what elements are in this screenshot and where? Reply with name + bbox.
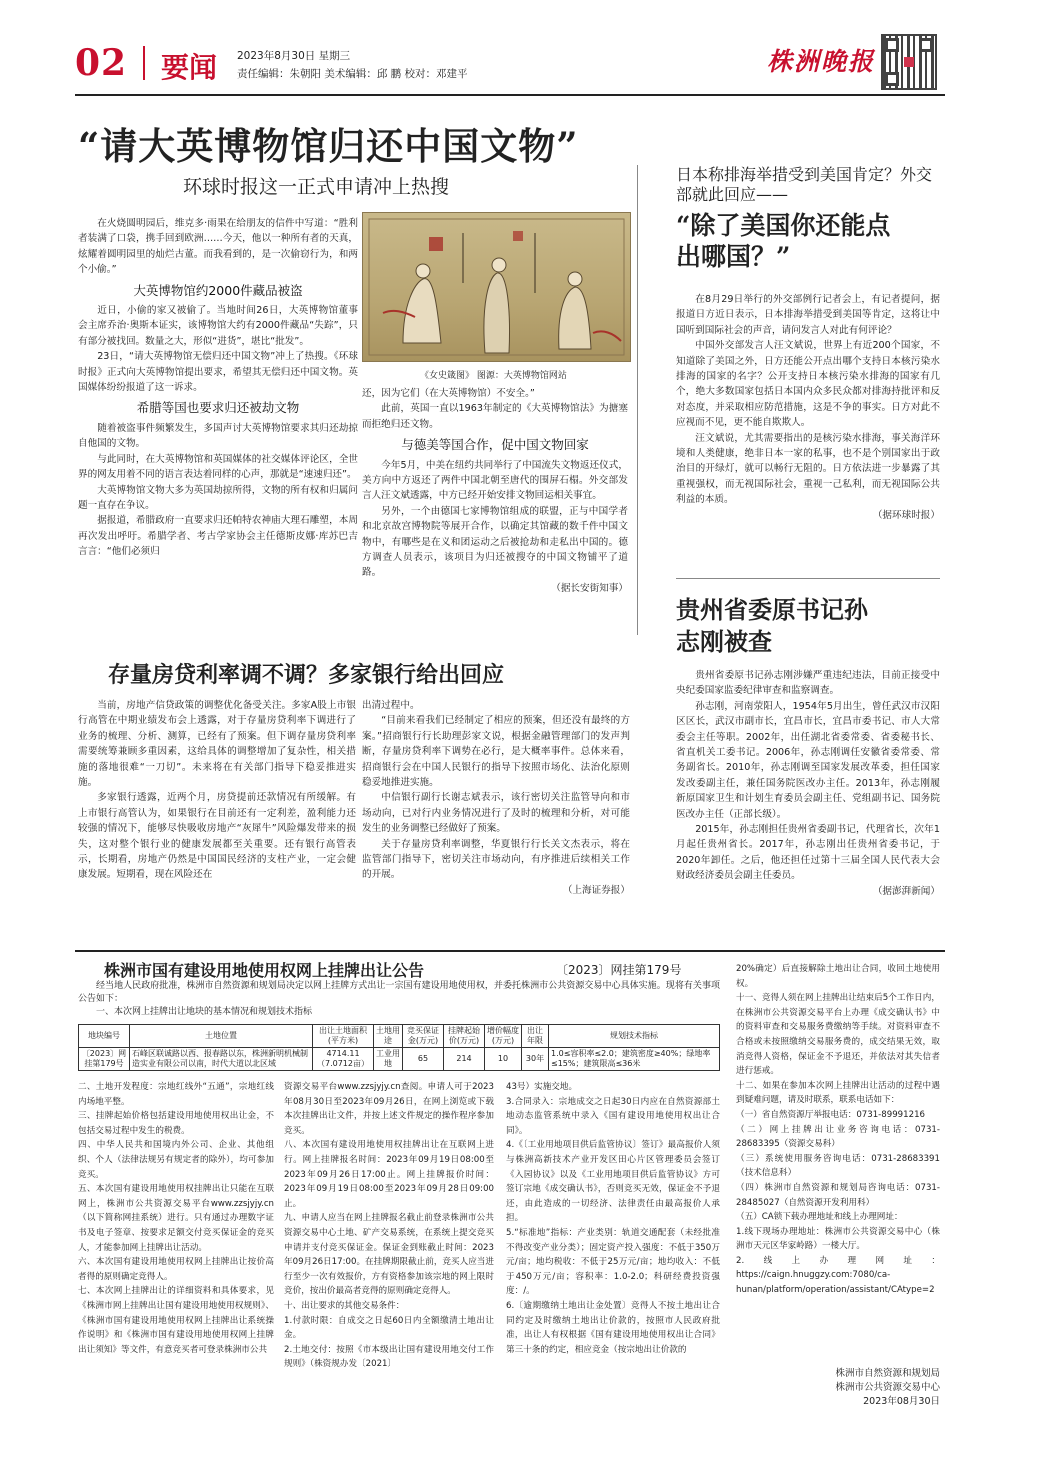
table-header: 出让年限	[522, 1025, 549, 1048]
notice-intro-text: 经当地人民政府批准，株洲市自然资源和规划局决定以网上挂牌方式出让一宗国有建设用地使用权，并委托株洲市公共资源交易中心具体实施。现将有关事项公告如下：	[78, 981, 720, 1004]
article3-para: 孙志刚，河南荥阳人，1954年5月出生，曾任武汉市汉阳区区长，武汉市副市长，宜昌市长，宜昌市委书记、市人大常委会主任等职。2002年，出任湖北省委常委、省委秘书长、省直机关工委书记。2006年，孙志刚调任安徽省委常委、常务副省长。2010年，孙志刚调至国家发展改革委，担任国家发改委副主任，兼任国务院医改办主任。2013年，孙志刚履新原国家卫生和计划生育委员会副主任、党组副书记、国务院医改办主任（正部长级）。	[676, 700, 940, 820]
table-header: 出让土地面积(平方米)	[313, 1025, 374, 1048]
table-cell: 工业用地	[374, 1048, 403, 1071]
article4-para: 中信银行副行长谢志斌表示，该行密切关注监管导向和市场动向，已对行内业务情况进行了及时的梳理和分析，对可能发生的业务调整已经做好了预案。	[362, 792, 630, 835]
table-row	[79, 1048, 720, 1071]
article1-subhead-1: 大英博物馆约2000件藏品被盗	[133, 282, 303, 298]
table-header: 土地位置	[130, 1025, 313, 1048]
parcel-table	[78, 1024, 720, 1071]
article3-body	[676, 668, 940, 899]
table-header: 土地用途	[374, 1025, 403, 1048]
article4-para: 当前，房地产信贷政策的调整优化备受关注。多家A股上市银行高管在中期业绩发布会上透露，对于存量房贷利率下调进行了业务的梳理、分析、测算，已经有了预案。但下调存量房贷利率需要统筹兼顾多重因素，这给具体的调整增加了复杂性，相关措施的落地很难“一刀切”。未来将在有关部门指导下稳妥推进实施。	[78, 700, 356, 789]
article1-para: 与此同时，在大英博物馆和英国媒体的社交媒体评论区，全世界的网友用着不同的语言表达着同样的心声，那就是“速速归还”。	[78, 453, 358, 481]
article4-para: “目前来看我们已经制定了相应的预案，但还没有最终的方案。”招商银行行长助理彭家文说，根据金融管理部门的发声判断，存量房贷利率下调势在必行，是大概率事件。总体来看，招商银行会在中国人民银行的指导下按照市场化、法治化原则稳妥地推进实施。	[362, 715, 630, 789]
notice-col2: 资源交易平台www.zzsjyjy.cn查阅。申请人可于2023年08月30日至2023年09月26日，在网上浏览或下载本次挂牌出让文件，并按上述文件规定的操作程序参加竞买。 八、本次国有建设用地使用权挂牌出让在互联网上进行。网上挂牌报名时间：2023年09月19日08:00至2023年09月26日17:00止。网上挂牌报价时间：2023年09月19日08:00至2023年09月28日09:00止。 九、申请人应当在网上挂牌报名截止前登录株洲市公共资源交易中心土地、矿产交易系统，在系统上提交竞买申请并支付竞买保证金。保证金到账截止时间：2023年09月26日17:00。在挂牌期限截止前，竞买人应当进行至少一次有效报价，方有资格参加该宗地的网上限时竞价，按出价最高者竞得的原则确定竞得人。 十、出让要求的其他交易条件： 1.付款时限：自成交之日起60日内全额缴清土地出让金。 2.土地交付：按照《市本级出让国有建设用地交付工作规则》（株资规办发〔2021〕	[284, 1082, 494, 1370]
table-header: 地块编号	[79, 1025, 130, 1048]
article2-para: 在8月29日举行的外交部例行记者会上，有记者提问，据报道日方近日表示，日本排海举措受到美国等肯定，这将让中国听到国际社会的声音，请问发言人对此有何评论？	[676, 294, 940, 336]
article1-para: 近日，小偷的家又被偷了。当地时间26日，大英博物馆董事会主席乔治·奥斯本证实，该博物馆大约有2000件藏品“失踪”，只有部分被找回。数量之大，形似“进货”，堪比“批发”。	[78, 305, 358, 347]
article4-col2	[362, 698, 630, 898]
notice-col4: 20%确定）后直接解除土地出让合同，收回土地使用权。 十一、竞得人须在网上挂牌出让结束后5个工作日内，在株洲市公共资源交易平台上办理《成交确认书》中的资料审查和交易服务费缴纳等手续。对资料审查不合格或未按照缴纳交易服务费的，成交结果无效，取消竞得人资格，保证金不予退还，并依法对其失信者进行惩戒。 十二、如果在参加本次网上挂牌出让活动的过程中遇到疑难问题，请及时联系，联系电话如下： （一）省自然资源厅举报电话：0731-89991216 （二）网上挂牌出让业务咨询电话：0731-28683395（资源交易科） （三）系统使用服务咨询电话：0731-28683391（技术信息科） （四）株洲市自然资源和规划局咨询电话：0731-28485027（自然资源开发利用科） （五）CA锁下载办理地址和线上办理网址： 1.线下现场办理地址：株洲市公共资源交易中心（株洲市天元区华家岭路）一楼大厅。 2.线上办理网址：https://caign.hnuggzy.com:7080/ca-hunan/platform/operation/assistant/CAtype=2	[736, 964, 940, 1296]
section-name: 要闻	[161, 51, 218, 84]
article1-subtitle: 环球时报这一正式申请冲上热搜	[183, 176, 450, 198]
article1-col2	[362, 386, 628, 596]
notice-col1: 二、土地开发程度：宗地红线外“五通”，宗地红线内场地平整。 三、挂牌起始价格包括建设用地使用权出让金，不包括交易过程中发生的税费。 四、中华人民共和国境内外公司、企业、其他组织、个人（法律法规另有规定者的除外），均可参加竞买。 五、本次国有建设用地使用权挂牌出让只能在互联网上，株洲市公共资源交易平台www.zzsjyjy.cn（以下简称网挂系统）进行。只有通过办理数字证书及电子签章、按要求足额交付竞买保证金的竞买人，才能参加网上挂牌出让活动。 六、本次国有建设用地使用权网上挂牌出让按价高者得的原则确定竞得人。 七、本次网上挂牌出让的详细资料和具体要求，见《株洲市网上挂牌出让国有建设用地使用权规则》、《株洲市国有建设用地使用权网上挂牌出让系统操作说明》和《株洲市国有建设用地使用权网上挂牌出让须知》等文件，有意竞买者可登录株洲市公共	[78, 1082, 274, 1355]
notice-number: 〔2023〕网挂第179号	[556, 963, 682, 977]
page-number: 02	[75, 42, 128, 84]
table-header-row	[79, 1025, 720, 1048]
table-header: 规划技术指标	[549, 1025, 720, 1048]
table-cell: 65	[403, 1048, 444, 1071]
notice-table-wrap	[78, 1024, 720, 1071]
article1-para: 今年5月，中美在纽约共同举行了中国流失文物返还仪式，美方向中方返还了两件中国北朝至唐代的围屏石榻。外交部发言人汪文斌透露，中方已经开始安排文物回运相关事宜。	[362, 459, 628, 502]
masthead	[75, 38, 945, 90]
qr-code-icon	[881, 34, 937, 90]
article1-subhead-2: 希腊等国也要求归还被劫文物	[136, 400, 300, 416]
painting-caption: 《女史箴图》 图源：大英博物馆网站	[420, 371, 567, 381]
article4-col1	[78, 698, 356, 883]
article1-para: 另外，一个由德国七家博物馆组成的联盟，正与中国学者和北京故宫博物院等展开合作，以确定其馆藏的数千件中国文物中，有哪些是在义和团运动之后被抢劫和走私出中国的。德方调查人员表示，该项目为归还被搜夺的中国文物铺平了道路。	[362, 505, 628, 579]
notice-section1: 一、本次网上挂牌出让地块的基本情况和规划技术指标	[96, 1007, 313, 1017]
table-cell: 石峰区联诚路以西、报春路以东，株洲新明机械制造实业有限公司以南，时代大道以北区域	[130, 1048, 313, 1071]
notice-col3: 43号）实施交地。 3.合同录入：宗地成交之日起30日内应在自然资源部土地动态监管系统中录入《国有建设用地使用权出让合同》。 4.《〔工业用地项目供后监管协议〕签订》最高报价人须与株洲高新技术产业开发区田心片区管理委员会签订《入园协议》以及《工业用地项目供后监管协议》方可签订宗地《成交确认书》，否则竞买无效，保证金不予退还，由此造成的一切经济、法律责任由最高报价人承担。 5.“标准地”指标：产业类别：轨道交通配套（未经批准不得改变产业分类）；固定资产投入强度：不低于350万元/亩；地均税收：不低于25万元/亩；地均收入：不低于450万元/亩；容积率：1.0-2.0；科研经费投资强度：/。 6.〔逾期缴纳土地出让金处置〕竞得人不按土地出让合同约定及时缴纳土地出让价款的，按照市人民政府批准，出让人有权根据《国有建设用地使用权出让合同》第三十条的约定，相应竞金（按宗地出让价款的	[506, 1082, 720, 1355]
table-header: 增价幅度(万元)	[485, 1025, 522, 1048]
article4-para: 多家银行透露，近两个月，房贷提前还款情况有所缓解。有上市银行高管认为，如果银行在目前还有一定利差，盈利能力还较强的情况下，能够尽快吸收房地产“灰犀牛”风险爆发带来的损失，这对整个银行业的健康发展都至关重要。还有银行高管表示，长期看，房地产仍然是中国国民经济的支柱产业，一定会健康发展。短期看，现在风险还在	[78, 792, 356, 881]
article4-para: 出清过程中。	[362, 700, 420, 711]
article3-para: 2015年，孙志刚担任贵州省委副书记，代理省长，次年1月起任贵州省长。2017年，孙志刚出任贵州省委书记，于2020年卸任。之后，他还担任过第十三届全国人民代表大会财政经济委员会副主任委员。	[676, 824, 940, 882]
article1-para: 随着被盗事件频繁发生，多国声讨大英博物馆要求其归还劫掠自他国的文物。	[78, 422, 358, 450]
article2-para: 汪文斌说，尤其需要指出的是核污染水排海，事关海洋环境和人类健康，绝非日本一家的私事，也不是个别国家出于政治目的开绿灯，就可以畅行无阻的。日方依法进一步暴露了其重视强权，而无视国际社会，重视一己私利，而无视国际公共利益的本质。	[676, 432, 940, 506]
article4-para: 关于存量房贷利率调整，华夏银行行长关文杰表示，将在监管部门指导下，密切关注市场动向，有序推进后续相关工作的开展。	[362, 838, 630, 881]
article1-para: 23日，“请大英博物馆无偿归还中国文物”冲上了热搜。《环球时报》正式向大英博物馆提出要求，希望其无偿归还中国文物。英国媒体纷纷报道了这一诉求。	[78, 351, 358, 394]
article2-source: （据环球时报）	[872, 509, 940, 521]
article2-para: 中国外交部发言人汪文斌说，世界上有近200个国家，不知道除了美国之外，日方还能公开点出哪个支持日本核污染水排海的国家的名字？公开支持日本核污染水排海的国家有几个，绝大多数国家包括日本国内众多民众都对排海持批评和反对态度，并采取相应防范措施，这是不争的事实。日方对此不应视而不见，更不能自欺欺人。	[676, 340, 940, 429]
article1-para: 此前，英国一直以1963年制定的《大英博物馆法》为搪塞而拒绝归还文物。	[362, 403, 628, 430]
date-line: 2023年8月30日 星期三	[237, 50, 351, 62]
notice-top-rule	[75, 950, 945, 952]
article4-title: 存量房贷利率调不调？多家银行给出回应	[108, 662, 505, 688]
table-cell: 30年	[522, 1048, 549, 1071]
article1-source: （据长安街知事）	[551, 582, 628, 594]
article3-para: 贵州省委原书记孙志刚涉嫌严重违纪违法，目前正接受中央纪委国家监委纪律审查和监察调查。	[676, 670, 940, 697]
table-cell: 10	[485, 1048, 522, 1071]
article3-source: （据澎湃新闻）	[872, 885, 940, 897]
notice-signature	[760, 1367, 940, 1409]
article1-title: “请大英博物馆归还中国文物”	[78, 124, 579, 168]
painting-image	[362, 212, 631, 362]
article1-col1	[78, 216, 358, 560]
table-header: 竞买保证金(万元)	[403, 1025, 444, 1048]
editor-line: 责任编辑：朱朝阳 美术编辑：邱 鹏 校对：邓建平	[237, 68, 468, 80]
masthead-rule	[75, 94, 945, 96]
article3-title: 贵州省委原书记孙志刚被查	[676, 595, 868, 656]
article2-kicker: 日本称排海举措受到美国肯定？外交部就此回应——	[676, 165, 933, 204]
table-cell: 4714.11（7.0712亩）	[313, 1048, 374, 1071]
table-cell: 1.0≤容积率≤2.0；建筑密度≥40%；绿地率≤15%；建筑限高≤36米	[549, 1048, 720, 1071]
notice-sign-date: 2023年08月30日	[863, 1396, 940, 1407]
article1-para: 还，因为它们（在大英博物馆）不安全。”	[362, 388, 535, 399]
notice-title: 株洲市国有建设用地使用权网上挂牌出让公告	[104, 961, 425, 980]
notice-intro	[78, 980, 720, 1019]
painting-figures	[363, 213, 630, 361]
article1-lead: 在火烧圆明园后，维克多·雨果在给朋友的信件中写道：“胜利者装满了口袋，携手回到欧洲……今天，他以一种所有者的天真，炫耀着圆明园里的灿烂古董。而我看到的，是一次偷窃行为，和两个小偷。”	[78, 218, 358, 276]
table-header: 挂牌起始价(万元)	[444, 1025, 485, 1048]
table-cell: 214	[444, 1048, 485, 1071]
article2-divider	[676, 578, 940, 579]
article1-subhead-3: 与德美等国合作，促中国文物回家	[401, 437, 589, 453]
article1-para: 据报道，希腊政府一直要求归还帕特农神庙大理石雕塑，本周再次发出呼吁。希腊学者、考古学家协会主任德斯皮娜·库苏巴吉言言：“他们必须归	[78, 515, 358, 558]
article2-title: “除了美国你还能点出哪国？”	[676, 211, 891, 271]
article1-para: 大英博物馆文物大多为英国劫掠所得，文物的所有权和归属问题一直存在争议。	[78, 484, 358, 511]
table-cell: 〔2023〕网挂第179号	[79, 1048, 130, 1071]
article4-source: （上海证券报）	[562, 884, 630, 896]
article2-body	[676, 292, 940, 523]
paper-logo: 株洲晚报	[767, 47, 876, 76]
notice-signer-1: 株洲市自然资源和规划局	[835, 1368, 940, 1379]
notice-signer-2: 株洲市公共资源交易中心	[835, 1382, 940, 1393]
masthead-divider	[143, 46, 145, 80]
column-divider	[637, 165, 638, 635]
